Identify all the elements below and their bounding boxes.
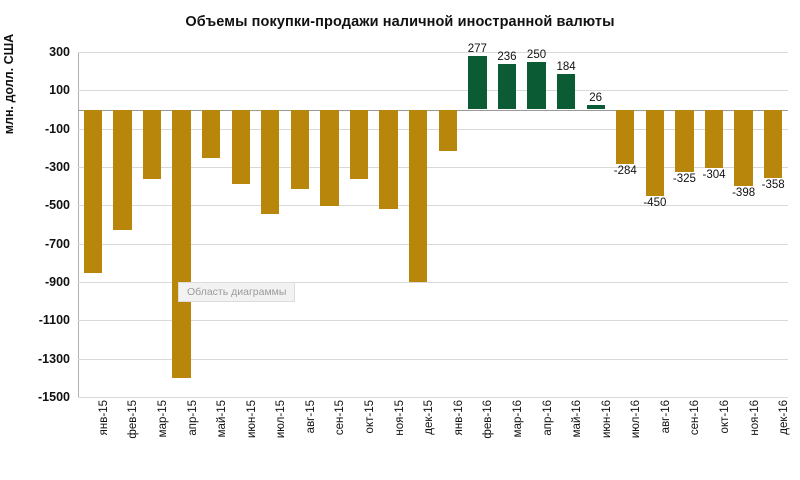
- bar: [702, 110, 726, 181]
- x-axis-tick-label: дек-16: [778, 400, 791, 435]
- bar: [587, 91, 605, 110]
- y-axis-tick-label: -300: [44, 160, 70, 174]
- bar-value-label: 26: [589, 91, 603, 104]
- plot-area: [38, 43, 788, 404]
- y-axis-tick-label: -1500: [38, 390, 70, 404]
- y-axis-tick-label: -500: [44, 198, 70, 213]
- x-axis-tick-label: ноя-16: [748, 400, 761, 436]
- bar: [439, 110, 457, 151]
- bar: [113, 110, 131, 231]
- x-axis-tick-label: май-16: [571, 400, 584, 438]
- y-axis-tick-label: -1100: [38, 313, 70, 328]
- bar: [761, 110, 785, 192]
- y-axis-tick-label: -700: [44, 236, 70, 251]
- x-axis-tick-label: авг-15: [304, 400, 317, 434]
- bar: [672, 110, 696, 185]
- x-axis-tick-label: янв-15: [97, 400, 110, 436]
- x-axis-tick-label: июл-15: [275, 400, 288, 439]
- bar: [379, 110, 397, 210]
- bar: [320, 110, 338, 207]
- bar: [643, 110, 667, 209]
- gridline: [38, 390, 788, 404]
- x-axis-tick-label: июн-15: [245, 400, 258, 439]
- x-axis-tick-label: фев-15: [127, 400, 140, 439]
- y-axis-tick-label: 100: [49, 83, 70, 98]
- bar-value-label: -284: [613, 164, 637, 177]
- bar-value-label: -398: [732, 186, 756, 199]
- x-axis-tick-label: фев-16: [482, 400, 495, 439]
- y-axis-title: млн. долл. США: [2, 33, 16, 135]
- x-axis-tick-label: окт-15: [364, 400, 377, 434]
- bar: [497, 51, 517, 109]
- bar: [613, 110, 637, 177]
- x-axis-tick-label: июн-16: [600, 400, 613, 439]
- bar-value-label: -358: [761, 179, 785, 192]
- x-axis-tick-label: апр-16: [541, 400, 554, 436]
- bar-series: [78, 43, 788, 397]
- bar-value-label: 236: [497, 51, 517, 64]
- x-axis-tick-label: мар-16: [511, 400, 524, 438]
- y-axis-tick-label: -100: [44, 121, 70, 136]
- bar: [467, 43, 487, 109]
- bar-value-label: 250: [526, 48, 547, 61]
- bar-value-label: 277: [467, 43, 487, 56]
- bar-value-label: -304: [702, 168, 726, 181]
- bar: [143, 110, 161, 180]
- bar: [172, 110, 190, 378]
- bar: [291, 110, 309, 190]
- bar-value-label: -325: [672, 172, 696, 185]
- chart-title: Объемы покупки-продажи наличной иностранной валюты: [185, 14, 615, 30]
- x-axis-tick-label: апр-15: [186, 400, 199, 436]
- x-axis-tick-labels: [78, 400, 791, 470]
- x-axis-tick-label: июл-16: [630, 400, 643, 439]
- x-axis-tick-label: окт-16: [719, 400, 732, 434]
- x-axis-tick-label: дек-15: [423, 400, 436, 435]
- bar: [526, 48, 547, 110]
- bar: [84, 110, 102, 274]
- x-axis-tick-label: май-15: [216, 400, 229, 438]
- bar-value-label: 184: [556, 61, 576, 74]
- bar: [350, 110, 368, 179]
- bar: [732, 110, 756, 199]
- x-axis-tick-label: янв-16: [452, 400, 465, 436]
- x-axis-tick-label: авг-16: [659, 400, 672, 434]
- bar: [261, 110, 279, 214]
- bar: [202, 110, 220, 159]
- chart-area-watermark: Область диаграммы: [178, 282, 295, 302]
- y-axis-tick-label: -1300: [38, 351, 70, 366]
- bar: [232, 110, 250, 185]
- bar: [409, 110, 427, 283]
- x-axis-tick-label: мар-15: [156, 400, 169, 438]
- y-axis-tick-label: -900: [44, 275, 70, 289]
- x-axis-tick-label: сен-15: [334, 400, 347, 436]
- x-axis-tick-label: сен-16: [689, 400, 702, 436]
- bar-value-label: -450: [643, 196, 667, 209]
- x-axis-tick-label: ноя-15: [393, 400, 406, 436]
- bar: [556, 61, 576, 109]
- y-axis-tick-label: 300: [49, 45, 70, 59]
